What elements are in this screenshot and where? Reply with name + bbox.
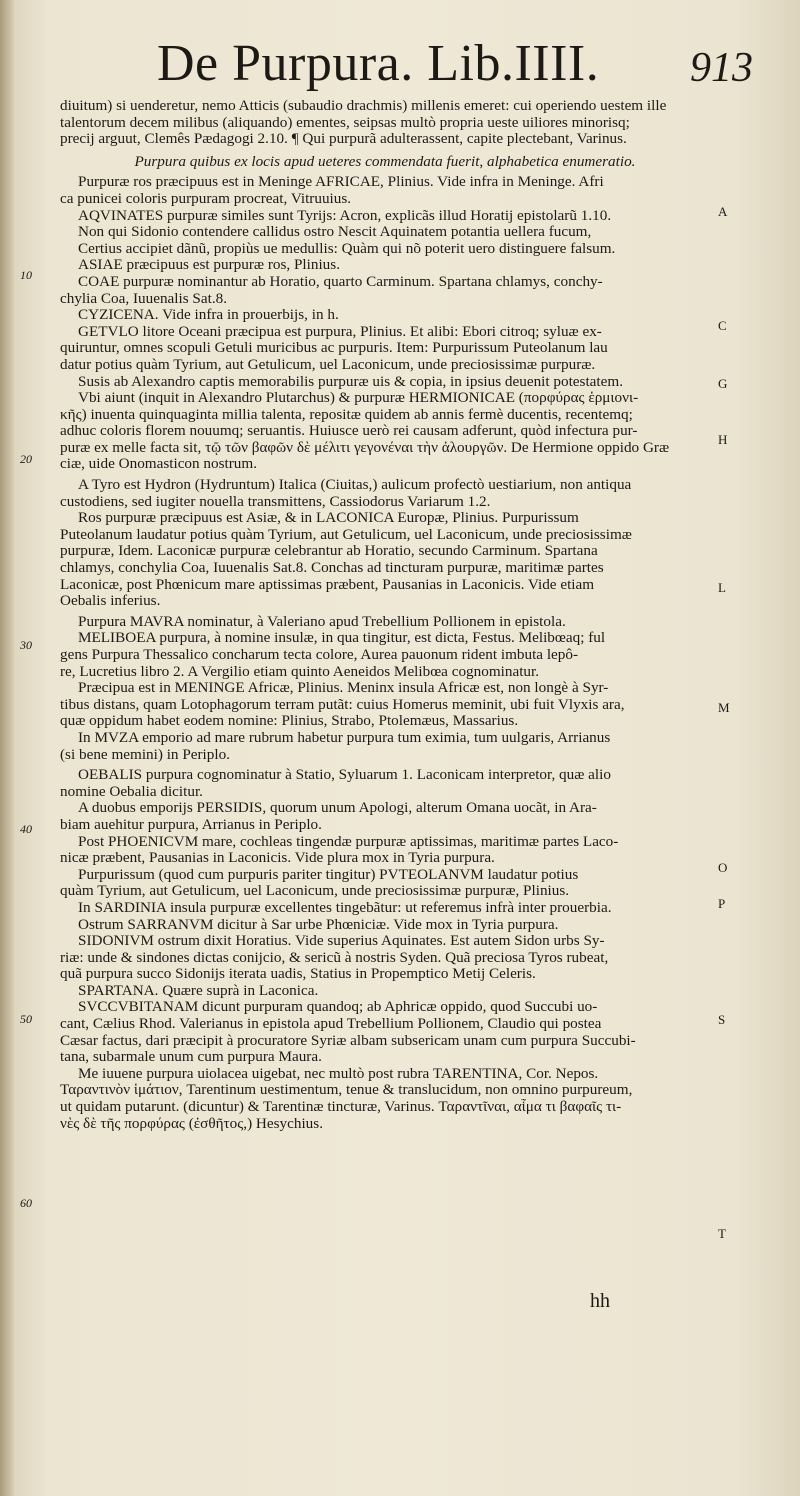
text-line: cant, Cælius Rhod. Valerianus in epistola apud Trebellium Pollionem, Claudio qui postea [60, 1016, 602, 1033]
text-line: ciæ, uide Onomasticon nostrum. [60, 456, 257, 473]
page-header [0, 30, 800, 100]
margin-section-letter: S [718, 1012, 726, 1027]
text-line: AQVINATES purpuræ similes sunt Tyrijs: Acron, explicãs illud Horatij epistolarũ 1.10. [78, 207, 612, 224]
text-line: datur potius quàm Tyrium, aut Getulicum, uel Laconicum, unde preciosissimæ purpuræ. [60, 356, 596, 373]
text-line: custodiens, sed iugiter nouella transmittens, Cassiodorus Variarum 1.2. [60, 493, 491, 510]
text-line: talentorum decem milibus (aliquando) ementes, seipsas multò propria ueste uiliores minorisq; [60, 114, 630, 131]
margin-section-letter: O [718, 860, 728, 875]
text-line: Præcipua est in MENINGE Africæ, Plinius. Meninx insula Africæ est, non longè à Syr- [78, 680, 609, 697]
text-line: OEBALIS purpura cognominatur à Statio, Syluarum 1. Laconicam interpretor, quæ alio [78, 767, 611, 784]
page-gutter-shadow [0, 0, 14, 1496]
text-line: tibus distans, quam Lotophagorum terram putãt: cuius Homerus meminit, ubi fuit Vlyxis ara, [60, 696, 625, 713]
margin-section-letter: M [718, 700, 730, 715]
text-line: Vbi aiunt (inquit in Alexandro Plutarchus) & purpuræ HERMIONICAE (πορφύρας ἑρμιονι- [78, 390, 639, 407]
text-line: quã purpura succo Sidonijs iterata uadis, Statius in Propemptico Metij Celeris. [60, 966, 536, 983]
text-line: biam auehitur purpura, Arrianus in Periplo. [60, 816, 322, 833]
text-line: tana, subarmale unum cum purpura Maura. [60, 1049, 322, 1066]
text-line: precij arguut, Clemês Pædagogi 2.10. ¶ Qui purpurã adulterassent, capite plectebant, Varinus. [60, 131, 627, 148]
text-line: purpuræ, Idem. Laconicæ purpuræ celebrantur ab Horatio, secundo Carminum. Spartana [60, 543, 598, 560]
text-line: re, Lucretius libro 2. A Vergilio etiam quinto Aeneidos Melibœa cognominatur. [60, 663, 540, 680]
text-line: quiruntur, omnes scopuli Getuli muricibus ac purpuris. Item: Purpurissum Puteolanum lau [60, 340, 608, 357]
text-line: COAE purpuræ nominantur ab Horatio, quarto Carminum. Spartana chlamys, conchy- [78, 273, 603, 290]
text-line: diuitum) si uenderetur, nemo Atticis (subaudio drachmis) millenis emeret: cui operiendo uestem ille [60, 98, 667, 114]
text-line: Purpurissum (quod cum purpuris pariter tingitur) PVTEOLANVM laudatur potius [78, 866, 579, 883]
main-text-block [60, 98, 710, 1132]
margin-section-letter: T [718, 1226, 726, 1241]
text-line: MELIBOEA purpura, à nomine insulæ, in qua tingitur, est dicta, Festus. Melibœaq; ful [78, 630, 606, 647]
text-line: puræ ex melle facta sit, τῷ τῶν βαφῶν δὲ μέλιτι γεγονέναι τὴν ἀλουργῶν. De Hermione oppido Græ [60, 439, 670, 456]
margin-line-number: 10 [20, 268, 32, 282]
text-line: Laconicæ, post Phœnicum mare aptissimas præbent, Pausanias in Laconicis. Vide etiam [60, 576, 595, 593]
text-line: Purpura MAVRA nominatur, à Valeriano apud Trebellium Pollionem in epistola. [78, 613, 566, 630]
text-line: quæ oppidum habet eodem nomine: Plinius, Strabo, Ptolemæus, Massarius. [60, 713, 519, 730]
text-line: adhuc coloris florem nouumq; seruantis. Huiusce uerò rei causam adferunt, quòd infectura pur- [60, 423, 638, 440]
margin-line-number: 50 [20, 1012, 32, 1026]
text-line: Ros purpuræ præcipuus est Asiæ, & in LACONICA Europæ, Plinius. Purpurissum [78, 510, 579, 527]
text-line: gens Purpura Thessalico concharum tecta colore, Aurea pauonum rident imbuta lepô- [60, 647, 579, 663]
text-line: κῆς) inuenta quinquaginta millia talenta, repositæ quidem ab annis fermè ducentis, recentemq; [60, 406, 633, 423]
margin-line-number: 40 [20, 822, 32, 836]
text-line: (si bene memini) in Periplo. [60, 746, 230, 763]
text-line: SIDONIVM ostrum dixit Horatius. Vide superius Aquinates. Est autem Sidon urbs Sy- [78, 933, 605, 950]
text-line: ut quidam putarunt. (dicuntur) & Tarentinæ tincturæ, Varinus. Ταραντῖναι, αἷμα τι βαφαῖς τι- [60, 1099, 622, 1116]
text-line: quàm Tyrium, aut Getulicum, uel Laconicum, unde preciosissimæ purpuræ, Plinius. [60, 883, 570, 900]
text-line: In SARDINIA insula purpuræ excellentes tingebãtur: ut referemus infrà inter prouerbia. [78, 899, 612, 916]
folio-number: 913 [690, 45, 753, 91]
text-line: νὲς δὲ τῆς πορφύρας (ἐσθῆτος,) Hesychius. [60, 1115, 323, 1132]
text-line: SVCCVBITANAM dicunt purpuram quandoq; ab Aphricæ oppido, quod Succubi uo- [78, 999, 598, 1016]
text-line: Cæsar factus, dari præcipit à procuratore Syriæ albam subsericam unam cum purpura Succubi- [60, 1032, 636, 1049]
margin-section-letter: A [718, 204, 728, 219]
margin-line-number: 20 [20, 452, 32, 466]
margin-section-letter: H [718, 432, 728, 447]
text-line: Ostrum SARRANVM dicitur à Sar urbe Phœniciæ. Vide mox in Tyria purpura. [78, 916, 559, 933]
text-line: Susis ab Alexandro captis memorabilis purpuræ uis & copia, in ipsius deuenit potestatem. [78, 373, 623, 390]
text-line: CYZICENA. Vide infra in prouerbijs, in h. [78, 307, 339, 324]
text-line: riæ: unde & sindones dictas conijcio, & sericũ à nostris Syden. Quã preciosa Tyros rubeat, [60, 949, 609, 966]
text-line: nicæ præbent, Pausanias in Laconicis. Vide plura mox in Tyria purpura. [60, 850, 495, 867]
text-line: In MVZA emporio ad mare rubrum habetur purpura tum eximia, tum uulgaris, Arrianus [78, 729, 611, 746]
text-line: A Tyro est Hydron (Hydruntum) Italica (Ciuitas,) aulicum profectò uestiarium, non antiqua [78, 477, 632, 494]
margin-section-letter: L [718, 580, 726, 595]
running-title: De Purpura. Lib.IIII. [157, 35, 600, 92]
text-line: ca punicei coloris purpuram procreat, Vitruuius. [60, 190, 352, 207]
margin-line-number: 30 [20, 638, 32, 652]
text-line: chylia Coa, Iuuenalis Sat.8. [60, 290, 228, 307]
text-line: Non qui Sidonio contendere callidus ostro Nescit Aquinatem potantia uellera fucum, [78, 224, 592, 241]
text-line: GETVLO litore Oceani præcipua est purpura, Plinius. Et alibi: Ebori citroq; syluæ ex- [78, 323, 602, 340]
margin-section-letter: P [718, 896, 726, 911]
text-line: Certius accipiet dãnũ, propiùs ue medullis: Quàm qui nõ poterit uero distinguere falsum. [78, 240, 616, 257]
margin-line-number: 60 [20, 1196, 32, 1210]
text-line: Oebalis inferius. [60, 593, 161, 610]
text-line: Me iuuene purpura uiolacea uigebat, nec multò post rubra TARENTINA, Cor. Nepos. [78, 1065, 599, 1082]
text-line: A duobus emporijs PERSIDIS, quorum unum Apologi, alterum Omana uocãt, in Ara- [78, 800, 597, 817]
margin-section-letter: C [718, 318, 727, 333]
text-line: Ταραντινὸν ἱμάτιον, Tarentinum uestimentum, tenue & translucidum, non omnino purpureum, [60, 1082, 633, 1099]
text-line: chlamys, conchylia Coa, Iuuenalis Sat.8. Conchas ad tincturam purpuræ, maritimæ partes [60, 560, 604, 577]
text-line: ASIAE præcipuus est purpuræ ros, Plinius. [78, 257, 340, 274]
text-line: SPARTANA. Quære suprà in Laconica. [78, 982, 319, 999]
signature-mark: hh [590, 1290, 610, 1312]
text-line: Post PHOENICVM mare, cochleas tingendæ purpuræ aptissimas, maritimæ partes Laco- [78, 833, 619, 850]
section-heading: Purpura quibus ex locis apud ueteres commendata fuerit, alphabetica enumeratio. [134, 153, 636, 170]
text-line: nomine Oebalia dicitur. [60, 783, 203, 800]
text-line: Purpuræ ros præcipuus est in Meninge AFRICAE, Plinius. Vide infra in Meninge. Afri [78, 174, 604, 191]
margin-section-letter: G [718, 376, 728, 391]
text-line: Puteolanum laudatur potius quàm Tyrium, aut Getulicum, uel Laconicum, unde preciosissimæ [60, 526, 632, 543]
